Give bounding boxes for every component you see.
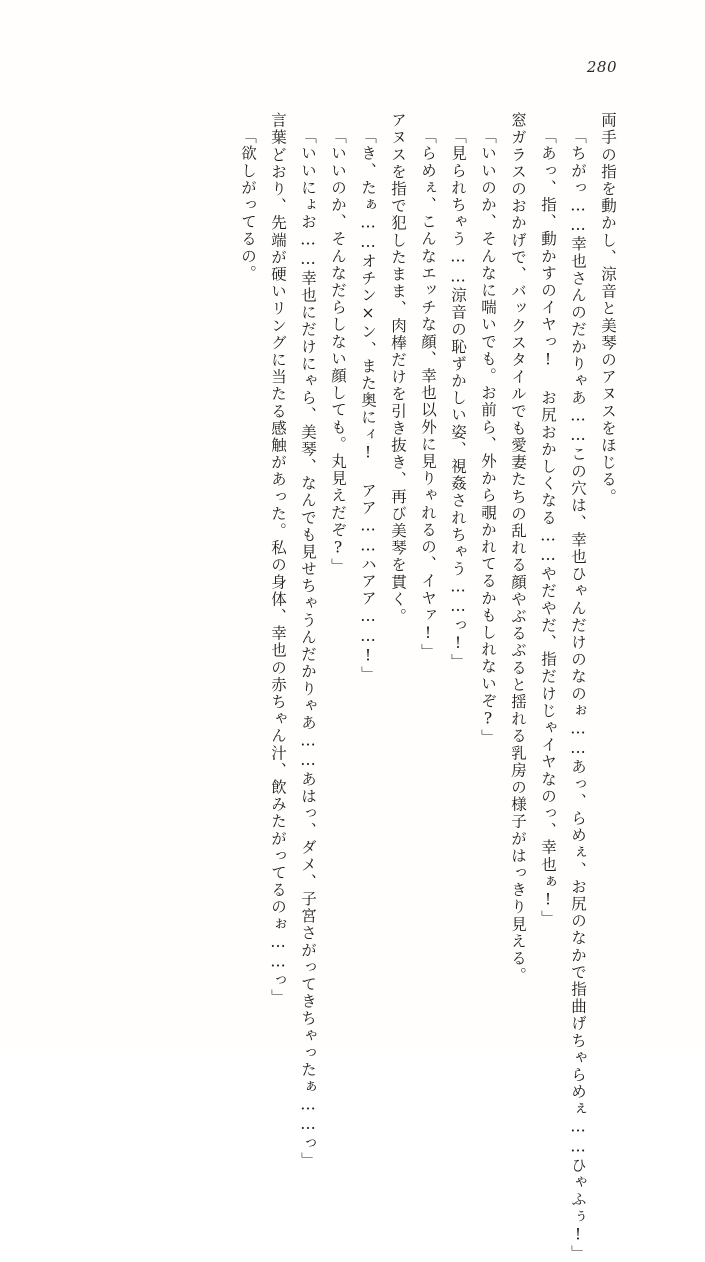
text-line: 「いいのか、そんなだらしない顔しても。丸見えだぞ?」 <box>329 128 347 576</box>
text-line: 「らめぇ、こんなエッチな顔、幸也以外に見りゃれるの、イヤァ!」 <box>419 128 437 661</box>
page-number: 280 <box>586 58 617 76</box>
text-line: アヌスを指で犯したまま、肉棒だけを引き抜き、再び美琴を貫く。 <box>389 112 407 625</box>
text-line: 「ちがっ……幸也さんのだかりゃあ……この穴は、幸也ひゃんだけのなのぉ……あっ、らめぇ、お尻のなかで指曲げちゃらめぇ……ひゃふぅ!」 <box>569 128 587 1262</box>
vertical-text-block <box>78 112 623 1262</box>
text-line: 「き、たぁ……オチン×ン、また奥にィ! アア……ハアア……!」 <box>359 128 377 684</box>
text-line: 「あっ、指、動かすのイヤっ! お尻おかしくなる……やだやだ、指だけじゃイヤなのっ、幸也ぁ!」 <box>539 128 557 928</box>
text-line: 両手の指を動かし、涼音と美琴のアヌスをほじる。 <box>599 112 617 506</box>
text-line: 窓ガラスのおかげで、バックスタイルでも愛妻たちの乱れる顔やぶるぶると揺れる乳房の様子がはっきり見える。 <box>509 112 527 985</box>
text-line: 「いいにょお……幸也にだけにゃら、美琴、なんでも見せちゃうんだかりゃあ……あはっ、ダメ、子宮さがってきちゃったぁ……っ」 <box>299 128 317 1169</box>
text-line: 言葉どおり、先端が硬いリングに当たる感触があった。私の身体、幸也の赤ちゃん汁、飲みたがってるのぉ……っ」 <box>269 112 287 1007</box>
text-line: 「欲しがってるの。 <box>239 128 257 282</box>
text-line: 「いいのか、そんなに喘いでも。お前ら、外から覗かれてるかもしれないぞ?」 <box>479 128 497 747</box>
text-line: 「見られちゃう……涼音の恥ずかしい姿、視姦されちゃう……っ!」 <box>449 128 467 671</box>
